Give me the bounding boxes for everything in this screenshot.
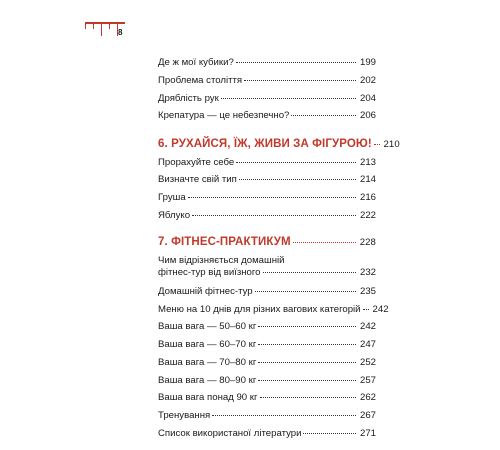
chapter-page: 210 <box>383 139 400 150</box>
dot-leader <box>258 344 356 345</box>
toc-entry-title-line2: фітнес-тур від виїзного <box>158 267 261 278</box>
toc-chapter-heading[interactable] <box>158 236 376 249</box>
dot-leader <box>363 309 369 310</box>
toc-entry[interactable] <box>158 357 376 369</box>
dot-leader <box>260 397 356 398</box>
toc-entry-page: 267 <box>359 410 376 421</box>
toc-entry[interactable] <box>158 210 376 222</box>
dot-leader <box>221 98 356 99</box>
toc-entry-title: Де ж мої кубики? <box>158 57 234 68</box>
dot-leader <box>374 144 380 145</box>
toc-entry-title: Груша <box>158 192 186 203</box>
ruler-tick <box>85 22 86 29</box>
toc-entry[interactable] <box>158 75 376 87</box>
dot-leader <box>212 415 356 416</box>
toc-entry[interactable] <box>158 410 376 422</box>
toc-entry-page: 252 <box>359 357 376 368</box>
toc-entry[interactable] <box>158 375 376 387</box>
toc-entry-title: Домашній фітнес-тур <box>158 286 253 297</box>
toc-entry[interactable] <box>158 157 376 169</box>
toc-entry-title: Тренування <box>158 410 211 421</box>
toc-entry-page: 213 <box>359 157 376 168</box>
ruler-tick <box>101 22 102 36</box>
toc-entry[interactable] <box>158 321 376 333</box>
toc-entry-title: Ваша вага понад 90 кг <box>158 392 258 403</box>
dot-leader <box>303 433 356 434</box>
dot-leader <box>236 62 356 63</box>
dot-leader <box>293 242 356 243</box>
page-number: 8 <box>118 28 123 37</box>
toc-entry[interactable] <box>158 428 376 440</box>
toc-entry-page: 242 <box>372 304 389 315</box>
dot-leader <box>239 179 356 180</box>
toc-entry[interactable] <box>158 110 376 122</box>
toc-entry-page: 202 <box>359 75 376 86</box>
dot-leader <box>258 362 356 363</box>
ruler-line <box>85 22 125 24</box>
dot-leader <box>258 380 356 381</box>
toc-entry-page: 257 <box>359 375 376 386</box>
toc-entry[interactable] <box>158 192 376 204</box>
dot-leader <box>192 215 356 216</box>
dot-leader <box>255 291 356 292</box>
toc-entry[interactable] <box>158 255 376 279</box>
chapter-title: 6. РУХАЙСЯ, ЇЖ, ЖИВИ ЗА ФІГУРОЮ! <box>158 138 372 150</box>
toc-entry-title: Список використаної літератури <box>158 428 302 439</box>
toc-entry[interactable] <box>158 174 376 186</box>
toc-entry[interactable] <box>158 286 376 298</box>
toc-entry-title: Ваша вага — 70–80 кг <box>158 357 257 368</box>
toc-entry-title: Проблема століття <box>158 75 243 86</box>
toc-entry-title-line1: Чим відрізняється домашній <box>158 255 285 266</box>
toc-entry-page: 206 <box>359 110 376 121</box>
toc-entry[interactable] <box>158 93 376 105</box>
dot-leader <box>291 115 356 116</box>
toc-entry-title: Прорахуйте себе <box>158 157 235 168</box>
toc-entry-title: Дряблість рук <box>158 93 219 104</box>
dot-leader <box>263 272 356 273</box>
toc-entry-page: 262 <box>359 392 376 403</box>
toc-entry-title: Ваша вага — 60–70 кг <box>158 339 257 350</box>
toc-entry-title: Ваша вага — 80–90 кг <box>158 375 257 386</box>
dot-leader <box>258 326 356 327</box>
toc-entry-page: 199 <box>359 57 376 68</box>
toc-entry-title: Крепатура — це небезпечно? <box>158 110 290 121</box>
dot-leader <box>188 197 356 198</box>
toc-entry[interactable] <box>158 392 376 404</box>
dot-leader <box>244 80 356 81</box>
toc-entry-page: 222 <box>359 210 376 221</box>
chapter-page: 228 <box>359 237 376 248</box>
toc-entry-title: Визначте свій тип <box>158 174 237 185</box>
toc-entry-page: 214 <box>359 174 376 185</box>
toc-entry-page: 235 <box>359 286 376 297</box>
toc-entry-title: Ваша вага — 50–60 кг <box>158 321 257 332</box>
toc-chapter-heading[interactable] <box>158 138 400 151</box>
ruler-tick <box>93 22 94 29</box>
toc-entry-title: Меню на 10 днів для різних вагових категорій <box>158 304 361 315</box>
ruler-tick <box>109 22 110 29</box>
toc-entry[interactable] <box>158 304 389 316</box>
toc-entry[interactable] <box>158 57 376 69</box>
toc-entry-page: 232 <box>359 267 376 278</box>
toc-entry[interactable] <box>158 339 376 351</box>
toc-entry-page: 242 <box>359 321 376 332</box>
toc-entry-page: 216 <box>359 192 376 203</box>
toc-entry-page: 247 <box>359 339 376 350</box>
toc-entry-page: 271 <box>359 428 376 439</box>
chapter-title: 7. ФІТНЕС-ПРАКТИКУМ <box>158 236 291 248</box>
dot-leader <box>236 162 356 163</box>
toc-entry-title: Яблуко <box>158 210 191 221</box>
toc-entry-page: 204 <box>359 93 376 104</box>
